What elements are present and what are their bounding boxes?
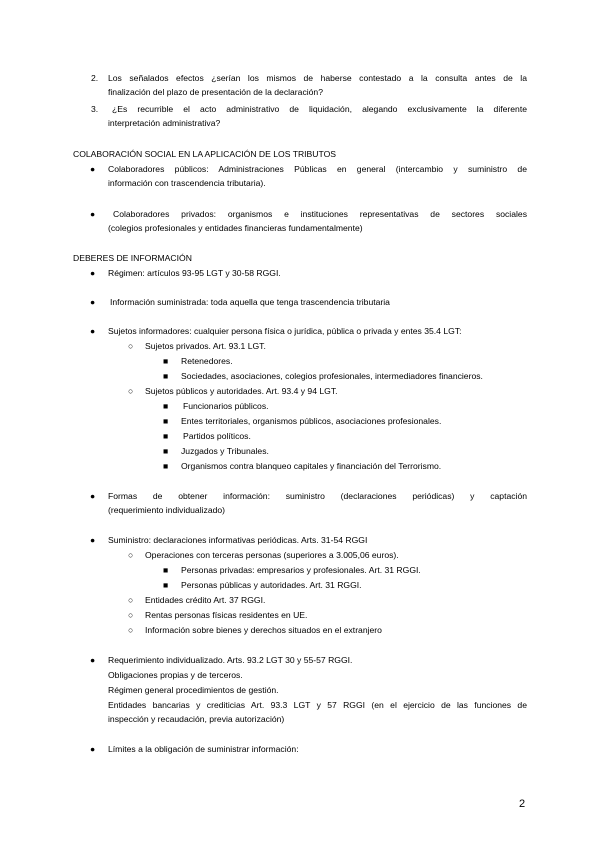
subsublist-item-line: Partidos políticos. <box>183 431 251 441</box>
sublist-item-line: Información sobre bienes y derechos situados en el extranjero <box>145 625 382 635</box>
list-item-line: Límites a la obligación de suministrar información: <box>108 744 299 754</box>
sublist-item-line: Sujetos privados. Art. 93.1 LGT. <box>145 341 266 351</box>
circle-bullet-icon: ○ <box>128 550 134 560</box>
bullet-icon: ● <box>90 326 96 336</box>
bullet-icon: ● <box>90 268 96 278</box>
subsublist-item-line: Juzgados y Tribunales. <box>181 446 269 456</box>
list-item-line: Formas de obtener información: suministro (declaraciones periódicas) y captación <box>108 491 527 501</box>
question-text-line: Los señalados efectos ¿serían los mismos de haberse contestado a la consulta antes de la <box>108 73 527 83</box>
bullet-icon: ● <box>90 491 96 501</box>
subsublist-item-line: Funcionarios públicos. <box>183 401 269 411</box>
list-item-line: (colegios profesionales y entidades financieras fundamentalmente) <box>108 223 363 233</box>
list-item-line: Colaboradores privados: organismos e instituciones representativas de sectores sociales <box>113 209 527 219</box>
bullet-icon: ● <box>90 744 96 754</box>
list-item-line: Colaboradores públicos: Administraciones Públicas en general (intercambio y suministro de <box>108 164 527 174</box>
list-item-line: Suministro: declaraciones informativas periódicas. Arts. 31-54 RGGI <box>108 535 368 545</box>
square-bullet-icon: ■ <box>163 356 169 366</box>
page-number: 2 <box>519 798 526 810</box>
sublist-item-line: Operaciones con terceras personas (superiores a 3.005,06 euros). <box>145 550 399 560</box>
circle-bullet-icon: ○ <box>128 595 134 605</box>
list-item-line: Obligaciones propias y de terceros. <box>108 670 243 680</box>
subsublist-item-line: Personas públicas y autoridades. Art. 31 RGGI. <box>181 580 362 590</box>
list-item-line: (requerimiento individualizado) <box>108 505 226 515</box>
square-bullet-icon: ■ <box>163 565 169 575</box>
bullet-icon: ● <box>90 297 96 307</box>
square-bullet-icon: ■ <box>163 446 169 456</box>
square-bullet-icon: ■ <box>163 416 169 426</box>
list-item-line: Requerimiento individualizado. Arts. 93.2 LGT 30 y 55-57 RGGI. <box>108 655 353 665</box>
subsublist-item-line: Sociedades, asociaciones, colegios profesionales, intermediadores financieros. <box>181 371 483 381</box>
circle-bullet-icon: ○ <box>128 625 134 635</box>
square-bullet-icon: ■ <box>163 580 169 590</box>
square-bullet-icon: ■ <box>163 431 169 441</box>
question-text-line: finalización del plazo de presentación de la declaración? <box>108 87 323 97</box>
square-bullet-icon: ■ <box>163 461 169 471</box>
section-heading: DEBERES DE INFORMACIÓN <box>73 253 192 263</box>
bullet-icon: ● <box>90 164 96 174</box>
question-text-line: interpretación administrativa? <box>108 118 221 128</box>
circle-bullet-icon: ○ <box>128 341 134 351</box>
question-text-line: ¿Es recurrible el acto administrativo de liquidación, alegando exclusivamente la diferente <box>112 104 527 114</box>
sublist-item-line: Sujetos públicos y autoridades. Art. 93.4 y 94 LGT. <box>145 386 338 396</box>
subsublist-item-line: Entes territoriales, organismos públicos, asociaciones profesionales. <box>181 416 442 426</box>
square-bullet-icon: ■ <box>163 371 169 381</box>
bullet-icon: ● <box>90 535 96 545</box>
sublist-item-line: Rentas personas físicas residentes en UE. <box>145 610 308 620</box>
subsublist-item-line: Organismos contra blanqueo capitales y financiación del Terrorismo. <box>181 461 442 471</box>
circle-bullet-icon: ○ <box>128 610 134 620</box>
section-heading: COLABORACIÓN SOCIAL EN LA APLICACIÓN DE LOS TRIBUTOS <box>73 149 336 159</box>
list-item-line: Información suministrada: toda aquella que tenga trascendencia tributaria <box>110 297 390 307</box>
circle-bullet-icon: ○ <box>128 386 134 396</box>
list-item-line: inspección y recaudación, previa autorización) <box>108 714 285 724</box>
question-number: 3. <box>91 104 99 114</box>
square-bullet-icon: ■ <box>163 401 169 411</box>
list-item-line: Sujetos informadores: cualquier persona física o jurídica, pública o privada y entes 35.4 LGT: <box>108 326 462 336</box>
list-item-line: información con trascendencia tributaria). <box>108 178 266 188</box>
question-number: 2. <box>91 73 99 83</box>
list-item-line: Entidades bancarias y crediticias Art. 93.3 LGT y 57 RGGI (en el ejercicio de las funciones de <box>108 700 527 710</box>
subsublist-item-line: Retenedores. <box>181 356 233 366</box>
sublist-item-line: Entidades crédito Art. 37 RGGI. <box>145 595 266 605</box>
bullet-icon: ● <box>90 209 96 219</box>
list-item-line: Régimen: artículos 93-95 LGT y 30-58 RGGI. <box>108 268 281 278</box>
bullet-icon: ● <box>90 655 96 665</box>
list-item-line: Régimen general procedimientos de gestión. <box>108 685 279 695</box>
subsublist-item-line: Personas privadas: empresarios y profesionales. Art. 31 RGGI. <box>181 565 421 575</box>
